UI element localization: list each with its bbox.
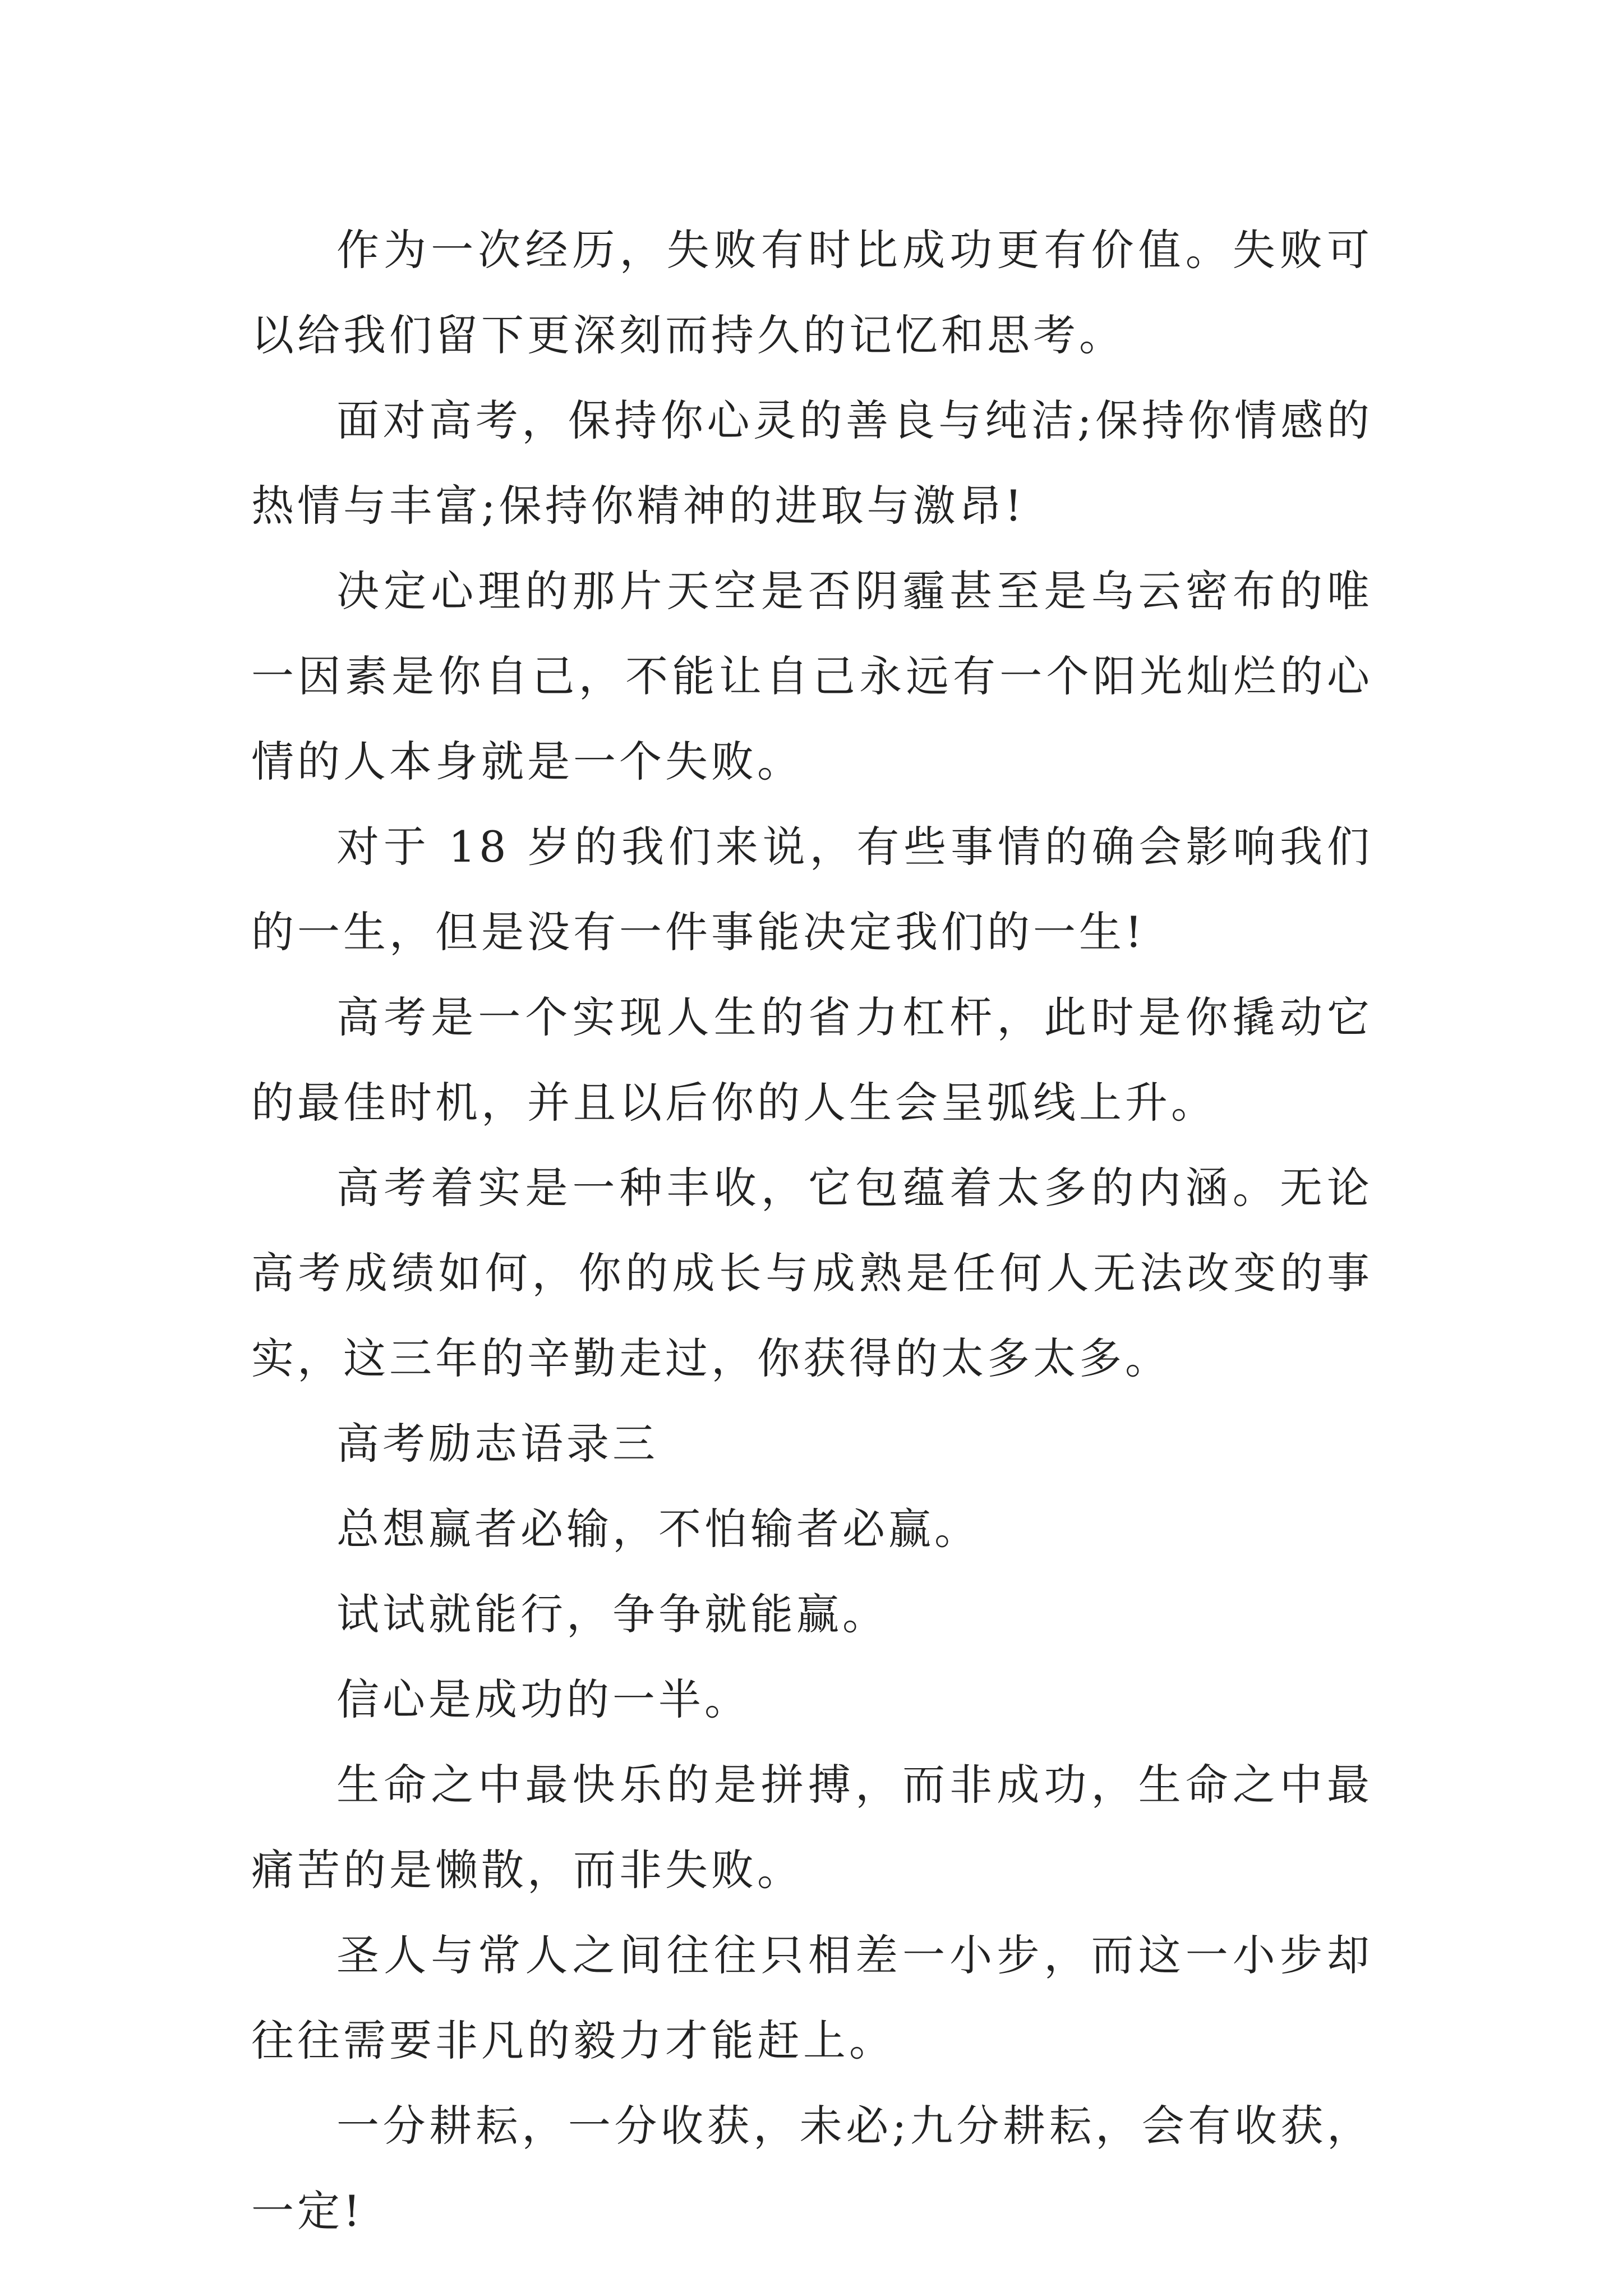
document-body: [251, 208, 1373, 2254]
paragraph: 面对高考，保持你心灵的善良与纯洁;保持你情感的热情与丰富;保持你精神的进取与激昂!: [251, 395, 1373, 531]
paragraph: 总想赢者必输，不怕输者必赢。: [336, 1504, 980, 1554]
paragraph: 对于 18 岁的我们来说，有些事情的确会影响我们的一生，但是没有一件事能决定我们的一生!: [251, 822, 1373, 957]
paragraph: 高考是一个实现人生的省力杠杆，此时是你撬动它的最佳时机，并且以后你的人生会呈弧线上升。: [251, 992, 1373, 1128]
paragraph: 一分耕耘，一分收获，未必;九分耕耘，会有收获，一定!: [251, 2101, 1373, 2236]
paragraph: 决定心理的那片天空是否阴霾甚至是乌云密布的唯一因素是你自己，不能让自己永远有一个阳光灿烂的心情的人本身就是一个失败。: [251, 566, 1373, 786]
paragraph: 试试就能行，争争就能赢。: [336, 1589, 888, 1639]
paragraph: 生命之中最快乐的是拼搏，而非成功，生命之中最痛苦的是懒散，而非失败。: [251, 1760, 1373, 1895]
section-heading: 高考励志语录三: [336, 1419, 658, 1469]
paragraph: 圣人与常人之间往往只相差一小步，而这一小步却往往需要非凡的毅力才能赶上。: [251, 1930, 1373, 2065]
paragraph: 作为一次经历，失败有时比成功更有价值。失败可以给我们留下更深刻而持久的记忆和思考。: [251, 225, 1373, 360]
paragraph: 高考着实是一种丰收，它包蕴着太多的内涵。无论高考成绩如何，你的成长与成熟是任何人无法改变的事实，这三年的辛勤走过，你获得的太多太多。: [251, 1163, 1373, 1383]
paragraph: 信心是成功的一半。: [336, 1674, 750, 1724]
